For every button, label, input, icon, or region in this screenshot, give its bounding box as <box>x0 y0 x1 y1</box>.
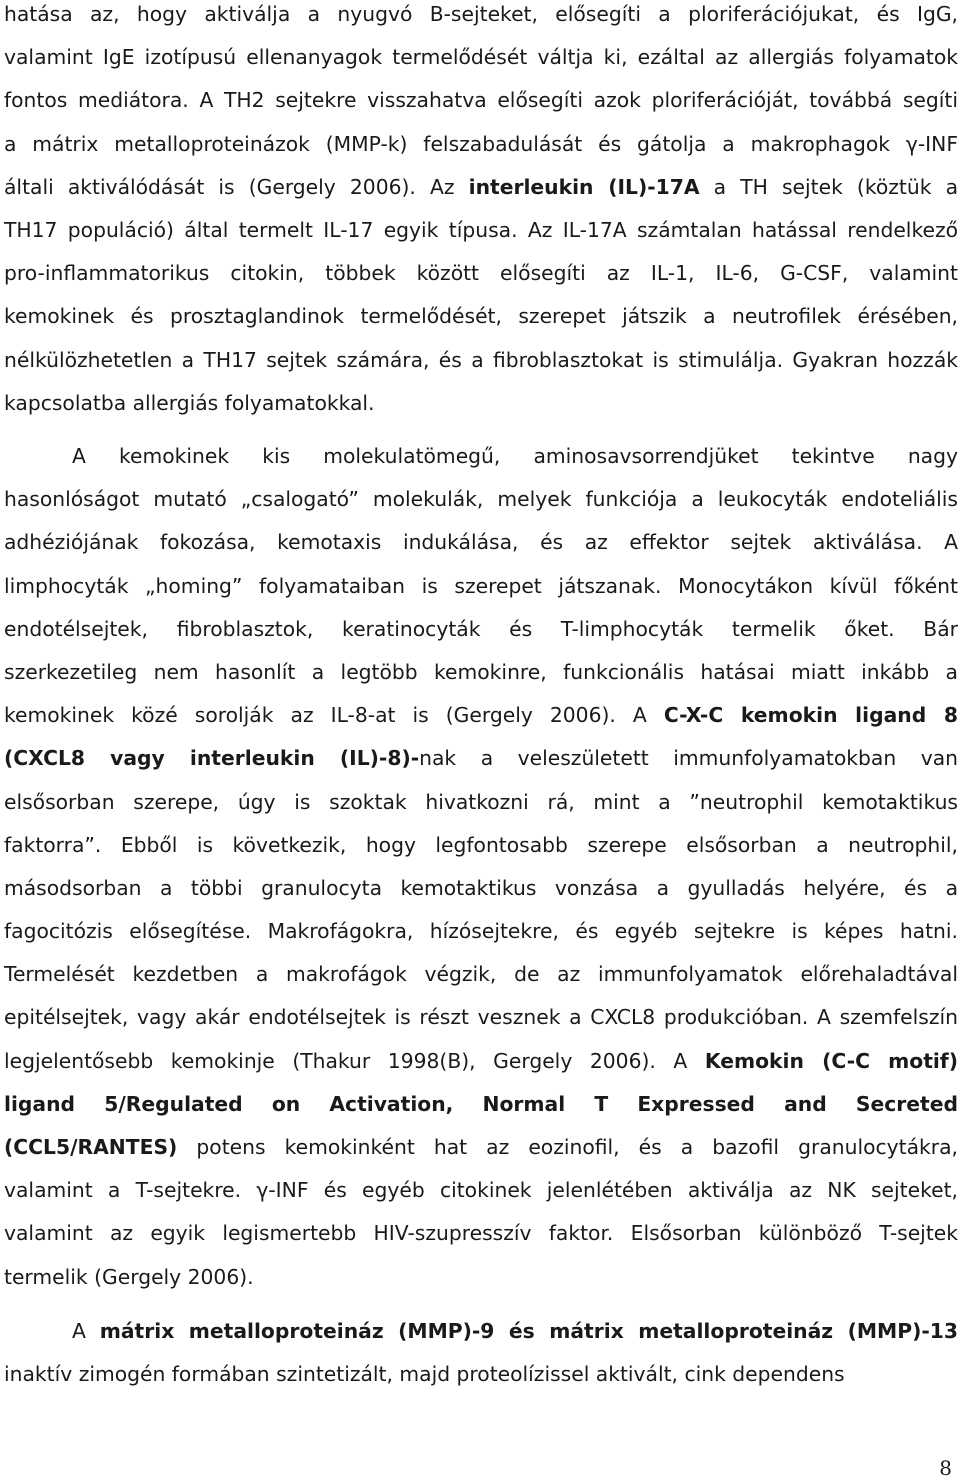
text-run: elsősorban szerepe, úgy is szoktak hivatkozni rá, mint a ”neutrophil kemotaktikus <box>4 789 958 814</box>
text-line <box>4 651 958 694</box>
text-run: nélkülözhetetlen a TH17 sejtek számára, és a fibroblasztokat is stimulálja. Gyakran hozzák <box>4 347 958 372</box>
text-run: a mátrix metalloproteinázok (MMP-k) felszabadulását és gátolja a makrophagok γ-INF <box>4 131 958 156</box>
text-run: valamint IgE izotípusú ellenanyagok termelődését váltja ki, ezáltal az allergiás folyamatok <box>4 45 958 70</box>
text-line <box>4 0 958 36</box>
text-line <box>4 1040 958 1083</box>
bold-term: ligand 5/Regulated on Activation, Normal T Expressed and Secreted <box>4 1091 958 1116</box>
text-line <box>4 1126 958 1169</box>
text-line <box>4 79 958 122</box>
text-run: termelik (Gergely 2006). <box>4 1264 254 1289</box>
text-line <box>4 1256 958 1299</box>
text-run: A <box>72 1319 100 1343</box>
text-line <box>4 166 958 209</box>
text-line <box>4 1169 958 1212</box>
text-run: általi aktiválódását is (Gergely 2006). Az <box>4 174 469 199</box>
text-run: epitélsejtek, vagy akár endotélsejtek is részt vesznek a CXCL8 produkcióban. A szemfelszín <box>4 1005 958 1030</box>
text-line <box>4 295 958 338</box>
bold-term: (CXCL8 vagy interleukin (IL)-8)- <box>4 746 420 771</box>
text-line <box>4 382 958 425</box>
text-line <box>4 123 958 166</box>
text-run: szerkezetileg nem hasonlít a legtöbb kemokinre, funkcionális hatásai miatt inkább a <box>4 659 958 684</box>
text-run: Termelését kezdetben a makrofágok végzik, de az immunfolyamatok előrehaladtával <box>4 962 958 987</box>
text-line <box>4 910 958 953</box>
text-line <box>4 252 958 295</box>
text-run: kapcsolatba allergiás folyamatokkal. <box>4 390 375 415</box>
text-line <box>4 521 958 564</box>
text-run: limphocyták „homing” folyamataiban is szerepet játszanak. Monocytákon kívül főként <box>4 573 958 598</box>
text-line <box>4 737 958 780</box>
text-run: pro-inflammatorikus citokin, többek között elősegíti az IL-1, IL-6, G-CSF, valamint <box>4 261 958 286</box>
text-line <box>4 478 958 521</box>
text-line <box>4 694 958 737</box>
paragraph-interleukins <box>4 0 958 425</box>
text-run: valamint a T-sejtekre. γ-INF és egyéb citokinek jelenlétében aktiválja az NK sejteket, <box>4 1178 958 1203</box>
text-line <box>4 565 958 608</box>
bold-term: interleukin (IL)-17A <box>468 174 700 199</box>
text-line <box>4 824 958 867</box>
text-line <box>4 1353 958 1396</box>
text-run: kemokinek és prosztaglandinok termelődését, szerepet játszik a neutrofilek érésében, <box>4 304 958 329</box>
text-run: a TH sejtek (köztük a <box>699 174 958 199</box>
text-run: nak a veleszületett immunfolyamatokban van <box>419 746 958 771</box>
text-run: TH17 populáció) által termelt IL-17 egyik típusa. Az IL-17A számtalan hatással rendelkező <box>4 217 958 242</box>
text-line <box>4 339 958 382</box>
text-run: fagocitózis elősegítése. Makrofágokra, hízósejtekre, és egyéb sejtekre is képes hatni. <box>4 919 958 944</box>
text-run: faktorra”. Ebből is következik, hogy legfontosabb szerepe elsősorban a neutrophil, <box>4 832 958 857</box>
bold-term: mátrix metalloproteináz (MMP)-9 és mátrix metalloproteináz (MMP)-13 <box>99 1319 958 1343</box>
text-run: fontos mediátora. A TH2 sejtekre visszahatva elősegíti azok ploriferációját, továbbá segíti <box>4 88 958 113</box>
text-run: inaktív zimogén formában szintetizált, majd proteolízissel aktivált, cink dependens <box>4 1362 845 1387</box>
text-line <box>4 867 958 910</box>
text-line <box>4 781 958 824</box>
text-run: kemokinek közé sorolják az IL-8-at is (Gergely 2006). A <box>4 703 664 728</box>
text-run: legjelentősebb kemokinje (Thakur 1998(B), Gergely 2006). A <box>4 1048 705 1073</box>
page-number: 8 <box>939 1456 952 1480</box>
text-run: A kemokinek kis molekulatömegű, aminosavsorrendjüket tekintve nagy <box>72 444 958 468</box>
text-run: valamint az egyik legismertebb HIV-szupresszív faktor. Elsősorban különböző T-sejtek <box>4 1221 958 1246</box>
bold-term: (CCL5/RANTES) <box>4 1135 178 1159</box>
text-run: endotélsejtek, fibroblasztok, keratinocyták és T-limphocyták termelik őket. Bár <box>4 616 958 641</box>
paragraph-mmp <box>4 1310 958 1396</box>
text-line <box>4 1083 958 1126</box>
text-line <box>4 953 958 996</box>
bold-term: Kemokin (C-C motif) <box>704 1048 958 1073</box>
text-line <box>4 608 958 651</box>
bold-term: C-X-C kemokin ligand 8 <box>663 703 958 728</box>
text-line <box>4 435 958 478</box>
text-run: másodsorban a többi granulocyta kemotaktikus vonzása a gyulladás helyére, és a <box>4 875 958 900</box>
text-line <box>4 1212 958 1255</box>
text-run: adhéziójának fokozása, kemotaxis indukálása, és az effektor sejtek aktiválása. A <box>4 530 958 555</box>
text-line <box>4 996 958 1039</box>
text-run: hasonlóságot mutató „csalogató” molekulák, melyek funkciója a leukocyták endoteliális <box>4 487 958 512</box>
text-line <box>4 36 958 79</box>
text-run: potens kemokinként hat az eozinofil, és a bazofil granulocytákra, <box>177 1135 958 1159</box>
text-run: hatása az, hogy aktiválja a nyugvó B-sejteket, elősegíti a ploriferációjukat, és IgG, <box>4 2 958 26</box>
text-line <box>4 1310 958 1353</box>
text-line <box>4 209 958 252</box>
paragraph-chemokines <box>4 435 958 1299</box>
